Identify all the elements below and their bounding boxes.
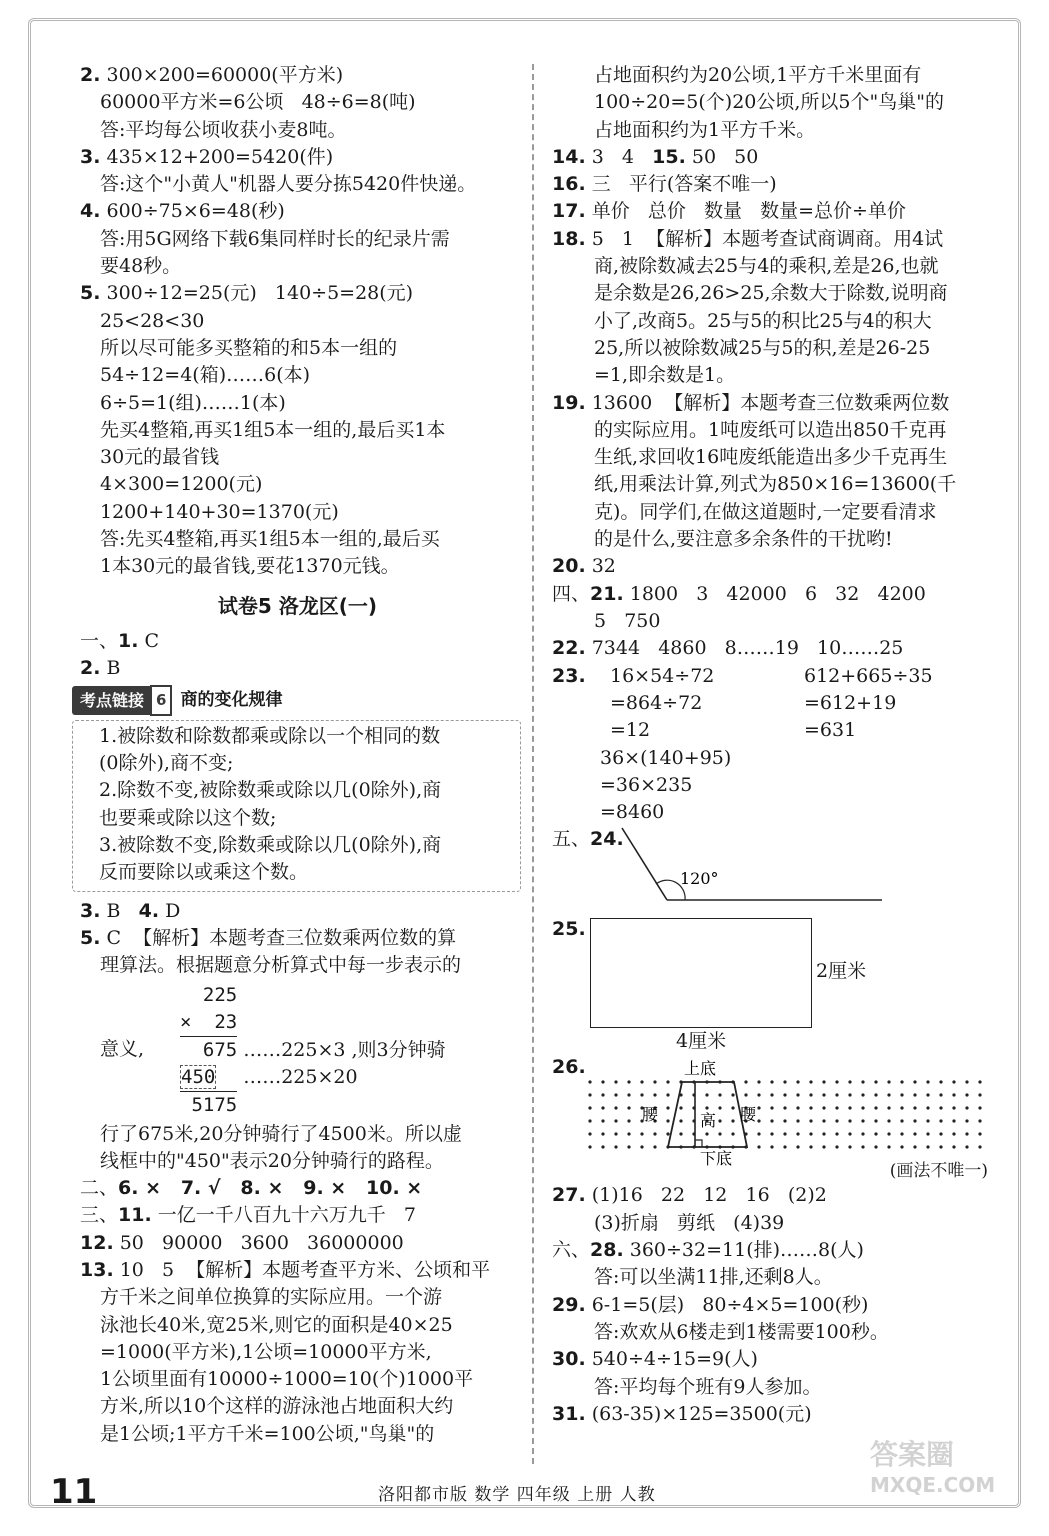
- column-divider: [532, 64, 534, 1464]
- calc-note2: ……225×20: [243, 1065, 358, 1088]
- q26-number: 26.: [552, 1056, 586, 1079]
- q27-number: 27.: [552, 1184, 586, 1207]
- q28-number: 28.: [590, 1239, 624, 1262]
- q11-number: 11.: [118, 1204, 152, 1227]
- q23-c-step3: =8460: [600, 801, 665, 824]
- top-base-label: 上底: [684, 1059, 717, 1079]
- section6-prefix: 六、: [552, 1239, 591, 1262]
- q21-number: 21.: [590, 582, 624, 605]
- q24-figure: [552, 826, 1002, 906]
- q13-number: 13.: [80, 1258, 114, 1281]
- q5-line8: 4×300=1200(元): [100, 473, 263, 496]
- calc-notes: [243, 983, 445, 1118]
- q2-line2: 60000平方米=6公顷 48÷6=8(吨): [100, 91, 416, 114]
- kp-rule3-cont: 反而要除以或乘这个数。: [99, 861, 309, 884]
- q17-answer: 单价 总价 数量 数量=总价÷单价: [591, 200, 906, 223]
- q31-number: 31.: [552, 1402, 586, 1425]
- section5-prefix: 五、: [552, 828, 591, 851]
- q28-text: 360÷32=11(排)……8(人): [629, 1239, 864, 1262]
- q31-text: (63-35)×125=3500(元): [591, 1402, 812, 1425]
- watermark-url: MXQE.COM: [870, 1473, 996, 1497]
- q26-figure: [552, 1054, 1002, 1182]
- bottom-base-label: 下底: [700, 1149, 733, 1169]
- q5-line5: 6÷5=1(组)……1(本): [100, 391, 286, 414]
- section3-prefix: 三、: [80, 1204, 119, 1227]
- q3-text: 435×12+200=5420(件): [106, 145, 334, 168]
- calc-grid: [180, 982, 237, 1119]
- s1-q3-answer: B: [106, 899, 121, 922]
- knowledge-point-label: 考点链接: [72, 686, 152, 715]
- s1-q5-line4: 线框中的"450"表示20分钟骑行的路程。: [100, 1149, 444, 1172]
- q20-answer: 32: [591, 555, 616, 578]
- q23-calc-a: [610, 663, 714, 745]
- calc-row-multiplicand: 225: [180, 983, 238, 1006]
- q5-answer-cont: 1本30元的最省钱,要花1370元钱。: [100, 555, 400, 578]
- q23-a-step2: =864÷72: [610, 691, 703, 714]
- s1-q4-number: 4.: [138, 899, 160, 922]
- q23-b-step1: 612+665÷35: [804, 664, 933, 687]
- q19-line6: 的是什么,要注意多余条件的干扰哟!: [594, 528, 893, 551]
- q22-number: 22.: [552, 637, 586, 660]
- q23-c-step1: 36×(140+95): [600, 746, 732, 769]
- q5-answer: 答:先买4整箱,再买1组5本一组的,最后买: [100, 528, 440, 551]
- knowledge-point-header: [72, 685, 515, 716]
- s1-q5-line3: 行了675米,20分钟骑行了4500米。所以虚: [100, 1122, 462, 1145]
- q5-line2: 25<28<30: [100, 309, 205, 332]
- angle-drawing: [612, 826, 892, 906]
- q19-number: 19.: [552, 391, 586, 414]
- q12-number: 12.: [80, 1231, 114, 1254]
- q13-cont-line2: 100÷20=5(个)20公顷,所以5个"鸟巢"的: [594, 91, 944, 114]
- q13-line2: 方千米之间单位换算的实际应用。一个游: [100, 1286, 443, 1309]
- s1-q2-number: 2.: [80, 657, 101, 680]
- q20-number: 20.: [552, 555, 586, 578]
- q2-line: [80, 62, 515, 89]
- kp-rule2-cont: 也要乘或除以这个数;: [99, 806, 277, 829]
- s1-q1-number: 1.: [118, 629, 139, 652]
- kp-rule3: 3.被除数不变,除数乘或除以几(0除外),商: [99, 834, 442, 857]
- kp-rule2: 2.除数不变,被除数乘或除以几(0除外),商: [99, 779, 442, 802]
- q25-figure: [552, 912, 1002, 1054]
- q16-number: 16.: [552, 173, 586, 196]
- section-title: 试卷5 洛龙区(一): [217, 593, 378, 618]
- q15-answer: 50 50: [691, 145, 759, 168]
- calc-row-result: 5175: [180, 1093, 238, 1116]
- q18-line3: 是余数是26,26>25,余数大于除数,说明商: [594, 282, 948, 305]
- q23-a-step3: =12: [610, 719, 651, 742]
- rectangle-drawing: [590, 918, 812, 1028]
- q13-line3: 泳池长40米,宽25米,则它的面积是40×25: [100, 1313, 453, 1336]
- q4-answer-cont: 要48秒。: [100, 255, 182, 278]
- q14-answer: 3 4: [591, 145, 635, 168]
- q27-answer: (1)16 22 12 16 (2)2: [591, 1184, 827, 1207]
- q30-text: 540÷4÷15=9(人): [591, 1348, 758, 1371]
- q14-number: 14.: [552, 145, 586, 168]
- section1-prefix: 一、: [80, 629, 119, 652]
- kp-rule1-cont: (0除外),商不变;: [99, 752, 234, 775]
- section4-prefix: 四、: [552, 582, 591, 605]
- q19-text: 13600 【解析】本题考查三位数乘两位数: [591, 391, 950, 414]
- left-column: [80, 62, 515, 1448]
- q28-answer: 答:可以坐满11排,还剩8人。: [594, 1266, 833, 1289]
- q18-line2: 商,被除数减去25与4的乘积,差是26,也就: [594, 255, 939, 278]
- section2-prefix: 二、: [80, 1177, 119, 1200]
- q2-text: 300×200=60000(平方米): [106, 64, 344, 86]
- q18-line4: 小了,改商5。25与5的积比25与4的积大: [594, 309, 932, 332]
- angle-label: 120°: [680, 869, 719, 889]
- q5-number: 5.: [80, 282, 101, 305]
- q19-line5: 克)。同学们,在做这道题时,一定要看清求: [594, 500, 937, 523]
- page-number: 11: [50, 1472, 98, 1512]
- q30-answer: 答:平均每个班有9人参加。: [594, 1375, 822, 1398]
- s1-q4-answer: D: [165, 899, 181, 922]
- q23-calc-b: [804, 663, 933, 745]
- q18-text: 5 1 【解析】本题考查试商调商。用4试: [591, 227, 944, 250]
- q3-number: 3.: [80, 145, 101, 168]
- q5-line6: 先买4整箱,再买1组5本一组的,最后买1本: [100, 418, 446, 441]
- q25-number: 25.: [552, 918, 586, 941]
- angle-ray-slanted: [622, 828, 667, 900]
- rectangle-width-label: 4厘米: [676, 1030, 727, 1053]
- q18-line5: 25,所以被除数减25与5的积,差是26-25: [594, 336, 931, 359]
- q23-b-step3: =631: [804, 719, 857, 742]
- q23-b-step2: =612+19: [804, 691, 897, 714]
- q21-answer-cont: 5 750: [594, 609, 661, 632]
- watermark-logo: [870, 1440, 995, 1500]
- q23-c-step2: =36×235: [600, 773, 693, 796]
- vertical-calculation: [80, 982, 515, 1119]
- q13-cont-line3: 占地面积约为1平方千米。: [594, 118, 816, 141]
- q3-answer: 答:这个"小黄人"机器人要分拣5420件快递。: [100, 173, 477, 196]
- calc-note1: ……225×3 ,则3分钟骑: [243, 1038, 446, 1061]
- q23-a-step1: 16×54÷72: [610, 664, 715, 687]
- q29-text: 6-1=5(层) 80÷4×5=100(秒): [591, 1293, 869, 1316]
- q23-number: 23.: [552, 664, 586, 687]
- q13-line5: 1公顷里面有10000÷1000=10(个)1000平: [100, 1368, 474, 1391]
- q4-text: 600÷75×6=48(秒): [106, 200, 285, 223]
- q13-line6: 方米,所以10个这样的游泳池占地面积大约: [100, 1395, 454, 1418]
- q15-number: 15.: [652, 145, 686, 168]
- footer-edition: 洛阳都市版 数学 四年级 上册 人教: [378, 1485, 656, 1505]
- q16-answer: 三 平行(答案不唯一): [591, 173, 777, 196]
- height-label: 高: [700, 1111, 717, 1131]
- q5-line9: 1200+140+30=1370(元): [100, 500, 339, 523]
- right-column: [552, 62, 1002, 1428]
- q19-line2: 的实际应用。1吨废纸可以造出850千克再: [594, 418, 947, 441]
- q13-cont-line1: 占地面积约为20公顷,1平方千米里面有: [594, 64, 922, 86]
- q19-line3: 生纸,求回收16吨废纸能造出多少千克再生: [594, 446, 948, 469]
- q5-line7: 30元的最省钱: [100, 446, 220, 469]
- q26-note: (画法不唯一): [889, 1161, 988, 1182]
- s1-q1-answer: C: [144, 629, 160, 652]
- q13-line7: 是1公顷;1平方千米=100公顷,"鸟巢"的: [100, 1422, 435, 1445]
- q5-line3: 所以尽可能多买整箱的和5本一组的: [100, 336, 398, 359]
- left-leg-label: 腰: [642, 1105, 659, 1125]
- right-leg-label: 腰: [740, 1105, 757, 1125]
- q13-line4: =1000(平方米),1公顷=10000平方米,: [100, 1340, 432, 1363]
- q2-answer: 答:平均每公顷收获小麦8吨。: [100, 118, 347, 141]
- calc-row-multiplier: × 23: [180, 1009, 237, 1037]
- s1-q3-number: 3.: [80, 899, 101, 922]
- q5-line4: 54÷12=4(箱)……6(本): [100, 364, 311, 387]
- q18-line6: =1,即余数是1。: [594, 364, 736, 387]
- calc-row-partial2-dashed: 450: [181, 1065, 216, 1088]
- watermark-text: 答案圈: [870, 1438, 955, 1471]
- s1-q5-line2: 理算法。根据题意分析算式中每一步表示的: [100, 954, 462, 977]
- knowledge-point-title: 商的变化规律: [180, 689, 283, 710]
- q22-answer: 7344 4860 8……19 10……25: [591, 637, 904, 660]
- q12-answer: 50 90000 3600 36000000: [119, 1231, 404, 1254]
- q27-answer-cont: (3)折扇 剪纸 (4)39: [594, 1211, 785, 1234]
- s1-q2-answer: B: [106, 657, 121, 680]
- q29-answer: 答:欢欢从6楼走到1楼需要100秒。: [594, 1320, 889, 1343]
- q4-number: 4.: [80, 200, 101, 223]
- q4-answer: 答:用5G网络下载6集同样时长的纪录片需: [100, 227, 450, 250]
- s1-q5-number: 5.: [80, 926, 101, 949]
- q2-number: 2.: [80, 64, 101, 86]
- section2-answers: 6. × 7. √ 8. × 9. × 10. ×: [118, 1177, 423, 1200]
- q21-answer: 1800 3 42000 6 32 4200: [629, 582, 926, 605]
- knowledge-point-box: [72, 720, 521, 892]
- s1-q5-text: C 【解析】本题考查三位数乘两位数的算: [106, 926, 457, 949]
- q23-block: [552, 663, 1002, 801]
- q30-number: 30.: [552, 1348, 586, 1371]
- kp-rule1: 1.被除数和除数都乘或除以一个相同的数: [99, 724, 441, 747]
- q11-answer: 一亿一千八百九十六万九千 7: [157, 1204, 416, 1227]
- q24-number: 24.: [590, 828, 624, 851]
- knowledge-point-number: 6: [150, 685, 172, 716]
- q18-number: 18.: [552, 227, 586, 250]
- q19-line4: 纸,用乘法计算,列式为850×16=13600(千: [594, 473, 957, 496]
- rectangle-height-label: 2厘米: [816, 960, 867, 983]
- calc-row-partial1: 675: [180, 1038, 238, 1061]
- q5-text: 300÷12=25(元) 140÷5=28(元): [106, 282, 414, 305]
- calc-label: 意义,: [100, 1038, 145, 1061]
- q13-text: 10 5 【解析】本题考查平方米、公顷和平: [119, 1258, 491, 1281]
- q29-number: 29.: [552, 1293, 586, 1316]
- q17-number: 17.: [552, 200, 586, 223]
